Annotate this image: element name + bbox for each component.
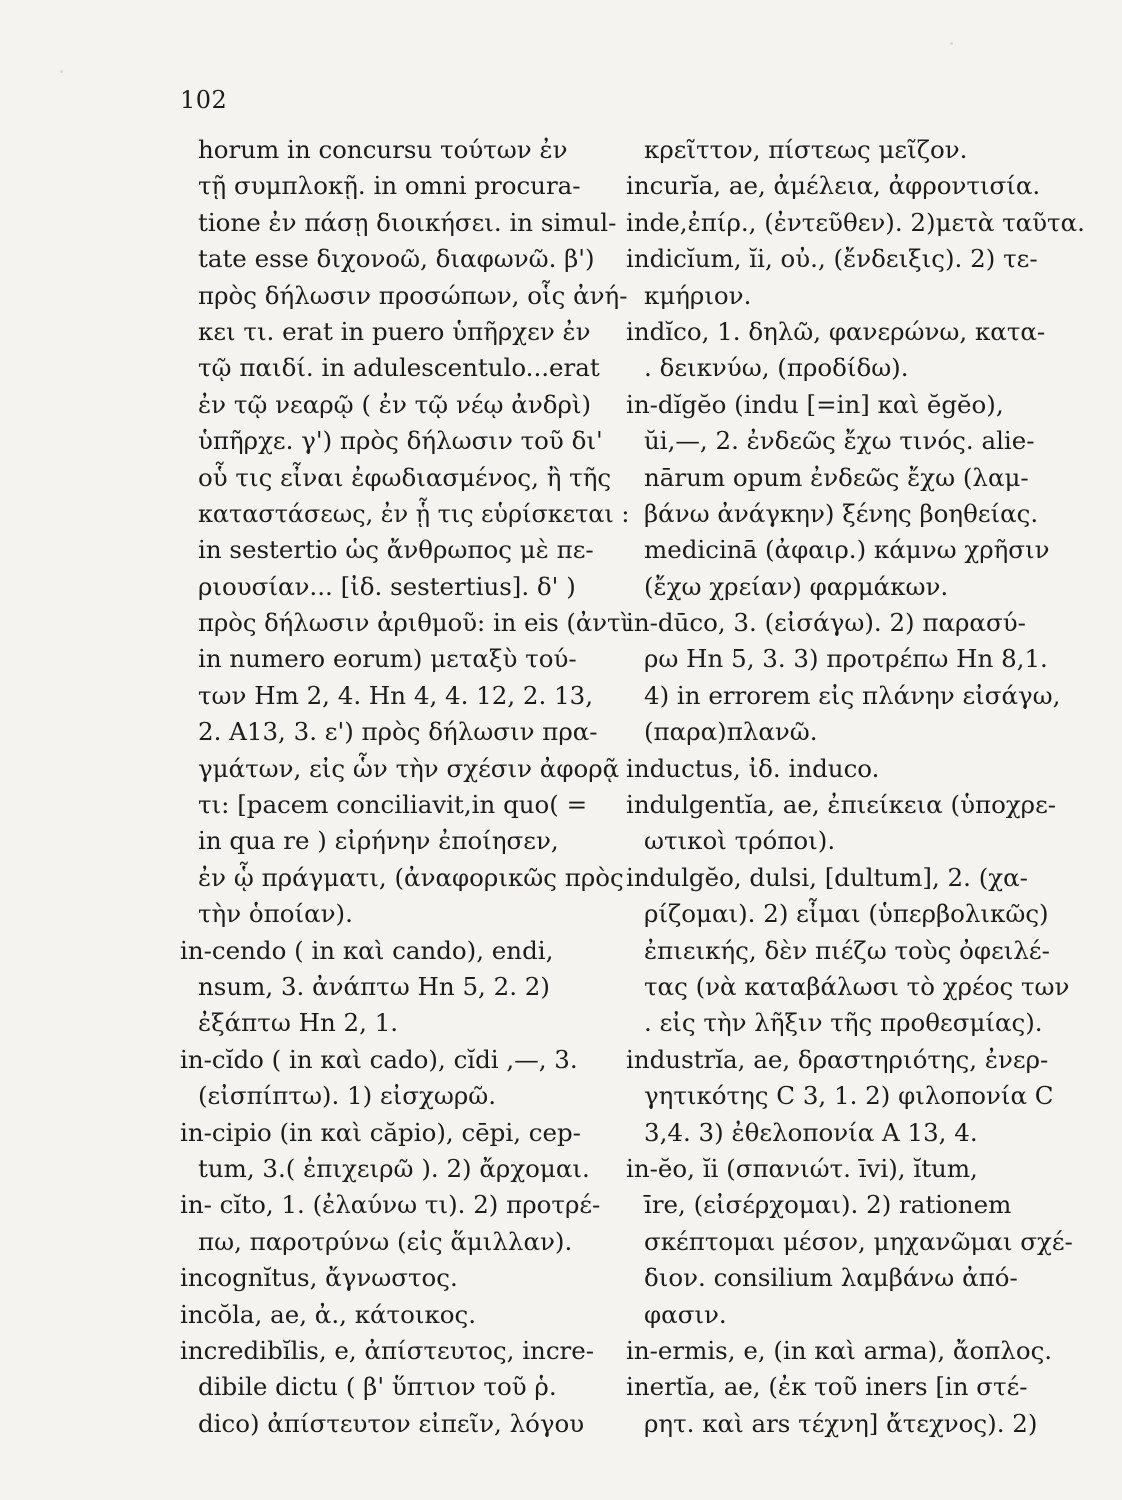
right-column-line: 4) in errorem εἰς πλάνην εἰσάγω, [644,680,1061,710]
left-column-line: in-cendo ( in καὶ cando), endi, [180,935,554,965]
left-column-line: in-cĭdo ( in καὶ cado), cĭdi ,—, 3. [180,1044,578,1074]
left-column-line: πω, παροτρύνω (εἰς ἅμιλλαν). [198,1226,573,1256]
right-column-line: inductus, ἰδ. induco. [626,753,880,783]
right-column-line: γητικότης C 3, 1. 2) φιλοπονία C [644,1081,1054,1111]
left-column-line: οὗ τις εἶναι ἐφωδιασμένος, ἢ τῆς [198,462,612,492]
right-column-line: nārum opum ἐνδεῶς ἔχω (λαμ- [644,462,1029,492]
left-column-line: πρὸς δήλωσιν προσώπων, οἷς ἀνή- [198,280,628,310]
right-column-line: in-ĕo, ĭi (σπανιώτ. īvi), ĭtum, [626,1153,978,1183]
left-column-line: incŏla, ae, ἀ., κάτοικος. [180,1299,477,1329]
right-column-line: . δεικνύω, (προδίδω). [644,353,909,383]
left-column-line: nsum, 3. ἀνάπτω Hn 5, 2. 2) [198,971,550,1001]
left-column-line: incognĭtus, ἄγνωστος. [180,1263,458,1293]
left-column-line: in- cĭto, 1. (ἐλαύνω τι). 2) προτρέ- [180,1190,601,1220]
right-column-line: βάνω ἀνάγκην) ξένης βοηθείας. [644,498,1039,528]
left-column-line: tione ἐν πάσῃ διοικήσει. in simul- [198,207,617,237]
right-column-line: κρεῖττον, πίστεως μεῖζον. [644,135,968,164]
right-column-line: inde,ἐπίρ., (ἐντεῦθεν). 2)μετὰ ταῦτα. [626,207,1085,237]
right-column-line: in-ermis, e, (in καὶ arma), ἄοπλος. [626,1335,1053,1365]
right-column-line: incurĭa, ae, ἀμέλεια, ἀφροντισία. [626,171,1041,201]
right-column-line: ŭi,—, 2. ἐνδεῶς ἔχω τινός. alie- [644,426,1035,456]
right-column-line: κμήριον. [644,280,752,310]
right-column-line: īre, (εἰσέρχομαι). 2) rationem [644,1190,1012,1220]
scan-speck [950,42,953,45]
left-column-line: κει τι. erat in puero ὑπῆρχεν ἐν [198,316,591,346]
right-column [626,132,1104,1442]
right-column-line: medicinā (ἀφαιρ.) κάμνω χρῆσιν [644,535,1050,565]
right-column-line: φασιν. [644,1299,727,1329]
left-column-line: in-cipio (in καὶ căpio), cēpi, cep- [180,1117,581,1147]
left-column-line: horum in concursu τούτων ἐν [198,135,568,164]
left-column-line: τῇ συμπλοκῇ. in omni procura- [198,171,581,201]
page-number: 102 [180,86,228,114]
left-column-line: in qua re ) εἰρήνην ἐποίησεν, [198,826,559,856]
right-column-line: in-dĭgĕo (indu [=in] καὶ ĕgĕo), [626,389,1004,419]
left-column-line: τῷ παιδί. in adulescentulo...erat [198,353,600,383]
left-column-line: in sestertio ὡς ἄνθρωπος μὲ πε- [198,535,594,565]
left-column-line: καταστάσεως, ἐν ᾗ τις εὑρίσκεται : [198,498,630,528]
left-column-line: (εἰσπίπτω). 1) εἰσχωρῶ. [198,1081,497,1111]
right-column-line: inertĭa, ae, (ἐκ τοῦ iners [in στέ- [626,1372,1028,1402]
left-column-line: incredibĭlis, e, ἀπίστευτος, incre- [180,1335,595,1365]
right-column-line: ἐπιεικής, δὲν πιέζω τοὺς ὀφειλέ- [644,935,1050,965]
right-column-line: . εἰς τὴν λῆξιν τῆς προθεσμίας). [644,1008,1043,1038]
right-column-line: industrĭa, ae, δραστηριότης, ἐνερ- [626,1044,1049,1074]
right-column-line: τας (νὰ καταβάλωσι τὸ χρέος των [644,971,1070,1001]
left-column-line: ἐν ᾧ πράγματι, (ἀναφορικῶς πρὸς [198,862,624,892]
left-column-line: tum, 3.( ἐπιχειρῶ ). 2) ἄρχομαι. [198,1153,590,1183]
right-column-line: ρω Hn 5, 3. 3) προτρέπω Hn 8,1. [644,644,1048,674]
right-column-line: in-dūco, 3. (εἰσάγω). 2) παρασύ- [626,608,1026,638]
right-column-line: ρητ. καὶ ars τέχνη] ἄτεχνος). 2) [644,1408,1038,1438]
left-column-line: dico) ἀπίστευτον εἰπεῖν, λόγου [198,1408,585,1438]
left-column-line: ὑπῆρχε. γ') πρὸς δήλωσιν τοῦ δι' [198,426,603,456]
right-column-line: indicĭum, ĭi, οὐ., (ἔνδειξις). 2) τε- [626,244,1038,274]
right-column-line: indĭco, 1. δηλῶ, φανερώνω, κατα- [626,316,1046,346]
right-column-line: 3,4. 3) ἐθελοπονία A 13, 4. [644,1117,978,1147]
left-column-line: ριουσίαν... [ἰδ. sestertius]. δ' ) [198,571,576,601]
right-column-line: ρίζομαι). 2) εἶμαι (ὑπερβολικῶς) [644,899,1049,929]
left-column [180,132,630,1442]
right-column-line: ωτικοὶ τρόποι). [644,826,836,856]
right-column-line: διον. consilium λαμβάνω ἀπό- [644,1263,1018,1293]
left-column-line: των Hm 2, 4. Hn 4, 4. 12, 2. 13, [198,680,594,710]
right-column-line: (ἔχω χρείαν) φαρμάκων. [644,571,949,601]
left-column-line: in numero eorum) μεταξὺ τού- [198,644,577,674]
left-column-line: τι: [pacem conciliavit,in quo( = [198,790,588,820]
left-column-line: 2. A13, 3. ε') πρὸς δήλωσιν πρα- [198,717,598,747]
right-column-line: indulgĕo, dulsi, [dultum], 2. (χα- [626,862,1028,892]
right-column-line: (παρα)πλανῶ. [644,717,818,747]
left-column-line: γμάτων, εἰς ὧν τὴν σχέσιν ἀφορᾷ [198,753,620,783]
left-column-line: tate esse διχονοῶ, διαφωνῶ. β') [198,244,595,274]
right-column-line: indulgentĭa, ae, ἐπιείκεια (ὑποχρε- [626,790,1057,820]
left-column-line: τὴν ὁποίαν). [198,899,353,929]
left-column-line: ἐν τῷ νεαρῷ ( ἐν τῷ νέῳ ἀνδρὶ) [198,389,592,419]
left-column-line: ἐξάπτω Hn 2, 1. [198,1008,399,1038]
scan-speck [60,70,63,73]
left-column-line: dibile dictu ( β' ὕπτιον τοῦ ῥ. [198,1372,557,1402]
right-column-line: σκέπτομαι μέσον, μηχανῶμαι σχέ- [644,1226,1073,1256]
left-column-line: πρὸς δήλωσιν ἀριθμοῦ: in eis (ἀντὶ [198,608,630,638]
